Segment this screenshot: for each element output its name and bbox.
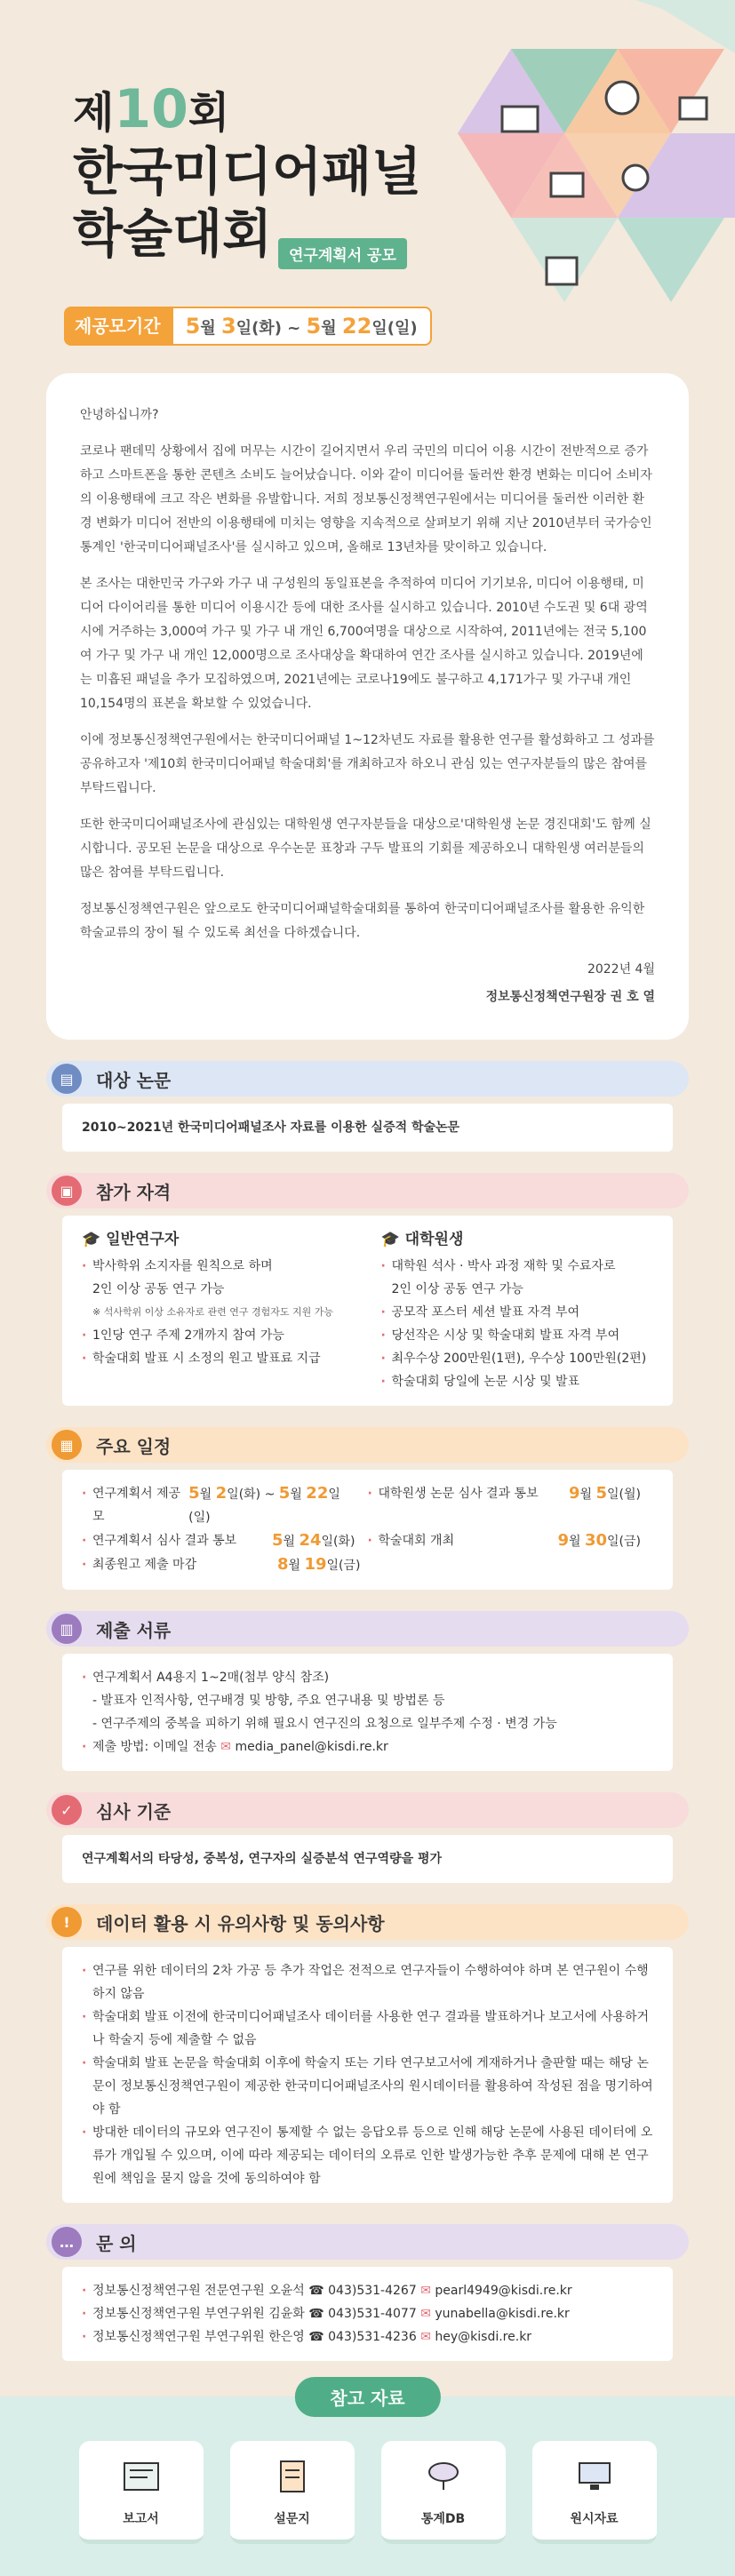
section-title: 데이터 활용 시 유의사항 및 동의사항 bbox=[96, 1912, 385, 1934]
clipboard-icon: ▤ bbox=[52, 1064, 82, 1094]
section-body bbox=[62, 1216, 673, 1406]
title-line-2: 학술대회 bbox=[73, 203, 273, 264]
section-criteria bbox=[46, 1792, 689, 1883]
contact-email[interactable]: ✉ pearl4949@kisdi.re.kr bbox=[420, 2284, 571, 2298]
computer-icon bbox=[574, 2460, 615, 2493]
document-icon bbox=[547, 258, 577, 284]
section-title: 주요 일정 bbox=[96, 1435, 172, 1457]
unit: 일(일) bbox=[188, 1487, 340, 1525]
unit: 일(금) bbox=[326, 1559, 361, 1573]
schedule-date bbox=[277, 1553, 361, 1577]
section-schedule bbox=[46, 1427, 689, 1590]
survey-icon bbox=[272, 2460, 313, 2493]
unit: 월 bbox=[568, 1535, 581, 1549]
schedule-date bbox=[188, 1482, 355, 1529]
checklist-icon: ✓ bbox=[52, 1795, 82, 1825]
event-edition bbox=[73, 78, 229, 140]
section-title: 심사 기준 bbox=[96, 1800, 172, 1822]
reference-label: 설문지 bbox=[274, 2512, 310, 2526]
contact-phone: ☎ 043)531-4077 bbox=[308, 2307, 417, 2321]
unit: 월 bbox=[288, 1559, 300, 1573]
section-title: 문 의 bbox=[96, 2232, 137, 2254]
day: 5 bbox=[595, 1484, 608, 1503]
grad-head-label: 대학원생 bbox=[404, 1231, 464, 1248]
unit: 일(화) ~ bbox=[227, 1487, 276, 1502]
period-end-month: 5 bbox=[306, 314, 322, 339]
list-item: · 1인당 연구 주제 2개까지 참여 가능 bbox=[82, 1324, 355, 1347]
graduation-cap-icon: 🎓 bbox=[82, 1231, 101, 1248]
month: 8 bbox=[276, 1555, 289, 1574]
month: 5 bbox=[271, 1531, 284, 1550]
unit: 월 bbox=[200, 319, 216, 338]
title-prefix: 제 bbox=[73, 88, 115, 138]
list-item: · 공모작 포스터 세션 발표 자격 부여 bbox=[381, 1301, 654, 1324]
day: 19 bbox=[304, 1555, 327, 1574]
list-item: · 학술대회 발표 시 소정의 원고 발표료 지급 bbox=[82, 1347, 355, 1370]
list-item: · 학술대회 당일에 논문 시상 및 발표 bbox=[381, 1370, 654, 1393]
letter-paragraph: 정보통신정책연구원은 앞으로도 한국미디어패널학술대회를 통하여 한국미디어패널조사를 활용한 유익한 학술교류의 장이 될 수 있도록 최선을 다하겠습니다. bbox=[80, 902, 645, 940]
people-icon bbox=[623, 165, 648, 190]
unit: 월 bbox=[290, 1487, 302, 1502]
schedule-label: · 연구계획서 제공모 bbox=[92, 1487, 181, 1524]
letter-paragraph: 코로나 팬데믹 상황에서 집에 머무는 시간이 길어지면서 우리 국민의 미디어 이용 시간이 전반적으로 증가하고 스마트폰을 통한 콘텐츠 소비도 늘어났습니다. 이와 같이 미디어를 둘러싼 환경 변화는 미디어 소비자의 이용행태에 크고 작은 변화를 유발합니다. 저희 정보통신정책연구원에서는 미디어를 둘러싼 이러한 환경 변화가 미디어 전반의 이용행태에 미치는 영향을 지속적으로 살펴보기 위해 지난 2010년부터 국가승인통계인 '한국미디어패널조사'를 실시하고 있으며, 올해로 13년차를 맞이하고 있습니다. bbox=[80, 444, 652, 554]
hex-svg bbox=[458, 0, 735, 373]
edition-number: 10 bbox=[114, 78, 188, 140]
grad-head bbox=[381, 1228, 654, 1251]
list-item bbox=[82, 1735, 653, 1759]
section-body bbox=[62, 1470, 673, 1590]
schedule-label: · 학술대회 개최 bbox=[378, 1534, 455, 1548]
schedule-label: · 대학원생 논문 심사 결과 통보 bbox=[378, 1487, 539, 1501]
reference-survey[interactable] bbox=[230, 2441, 355, 2544]
schedule-date bbox=[557, 1529, 641, 1553]
reference-label: 원시자료 bbox=[570, 2512, 619, 2526]
section-title: 제출 서류 bbox=[96, 1619, 172, 1641]
call-badge: 연구계획서 공모 bbox=[278, 238, 407, 269]
note: ※ 석사학위 이상 소유자로 관련 연구 경험자도 지원 가능 bbox=[92, 1306, 333, 1318]
unit: 월 bbox=[283, 1535, 295, 1549]
unit: 월 bbox=[199, 1487, 212, 1502]
warning-icon: ! bbox=[52, 1907, 82, 1937]
title-line-1: 한국미디어패널 bbox=[73, 141, 422, 202]
list-item-cont: 2인 이상 공동 연구 가능 bbox=[391, 1282, 523, 1296]
magnifier-icon bbox=[606, 82, 638, 114]
list-item: · 당선작은 시상 및 학술대회 발표 자격 부여 bbox=[381, 1324, 654, 1347]
list-item: · 대학원 석사 · 박사 과정 재학 및 수료자로 bbox=[381, 1255, 654, 1278]
letter-paragraph: 이에 정보통신정책연구원에서는 한국미디어패널 1~12차년도 자료를 활용한 연구를 활성화하고 그 성과를 공유하고자 '제10회 한국미디어패널 학술대회'를 개최하고자 하오니 관심 있는 연구자분들의 많은 참여를 부탁드립니다. bbox=[80, 733, 655, 795]
general-head-label: 일반연구자 bbox=[106, 1231, 180, 1248]
calendar-icon: ▦ bbox=[52, 1430, 82, 1460]
unit: 일(일) bbox=[371, 319, 418, 338]
contact-item bbox=[82, 2325, 653, 2349]
title-suffix: 회 bbox=[188, 88, 230, 138]
section-title: 참가 자격 bbox=[96, 1181, 172, 1203]
list-item: · 학술대회 발표 이전에 한국미디어패널조사 데이터를 사용한 연구 결과를 발표하거나 보고서에 사용하거나 학술지 등에 제출할 수 없음 bbox=[82, 2006, 653, 2052]
section-body bbox=[62, 1835, 673, 1883]
unit: 월 bbox=[579, 1487, 593, 1502]
section-header bbox=[46, 1792, 689, 1828]
section-eligibility bbox=[46, 1173, 689, 1406]
contact-item bbox=[82, 2279, 653, 2302]
section-header bbox=[46, 1611, 689, 1647]
schedule-item bbox=[368, 1529, 654, 1553]
unit: 일(화) ~ bbox=[236, 319, 301, 338]
general-researcher bbox=[82, 1228, 355, 1393]
chat-icon: … bbox=[52, 2227, 82, 2257]
hero bbox=[0, 0, 735, 373]
period-start-day: 3 bbox=[220, 314, 236, 339]
section-target bbox=[46, 1061, 689, 1152]
section-documents bbox=[46, 1611, 689, 1771]
day: 2 bbox=[215, 1484, 228, 1503]
letter-paragraph: 본 조사는 대한민국 가구와 가구 내 구성원의 동일표본을 추적하여 미디어 기기보유, 미디어 이용행태, 미디어 다이어리를 통한 미디어 이용시간 등에 대한 조사를 실시하고 있습니다. 2010년 수도권 및 6대 광역시에 거주하는 3,000여 가구 및 가구 내 개인 6,700여명을 대상으로 시작하여, 2011년에는 전국 5,100여 가구 및 가구 내 개인 12,000명으로 조사대상을 확대하여 연간 조사를 실시하고 있습니다. 2019년에는 미흡된 패널을 추가 모집하였으며, 2021년에는 코로나19에도 불구하고 4,171가구 및 가구내 개인 10,154명의 표본을 확보할 수 있었습니다. bbox=[80, 577, 648, 711]
letter-date: 2022년 4월 bbox=[587, 962, 655, 977]
section-header bbox=[46, 2224, 689, 2260]
submit-method: 제출 방법: 이메일 전송 bbox=[92, 1740, 217, 1754]
reference-report[interactable] bbox=[79, 2441, 204, 2544]
schedule-row bbox=[82, 1553, 653, 1577]
contact-phone: ☎ 043)531-4267 bbox=[308, 2284, 417, 2298]
schedule-item bbox=[82, 1553, 373, 1577]
list-item: · 최우수상 200만원(1편), 우수상 100만원(2편) bbox=[381, 1347, 654, 1370]
month: 5 bbox=[278, 1484, 291, 1503]
period-end-day: 22 bbox=[341, 314, 372, 339]
section-body bbox=[62, 2267, 673, 2361]
section-notice bbox=[46, 1904, 689, 2203]
unit: 일(화) bbox=[321, 1535, 356, 1549]
schedule-label: · 연구계획서 심사 결과 통보 bbox=[92, 1534, 237, 1548]
section-header bbox=[46, 1427, 689, 1463]
contact-email[interactable]: ✉ hey@kisdi.re.kr bbox=[420, 2330, 531, 2344]
reference-title: 참고 자료 bbox=[294, 2377, 440, 2417]
unit: 일(월) bbox=[607, 1487, 641, 1502]
section-contact bbox=[46, 2224, 689, 2361]
schedule-item bbox=[368, 1482, 654, 1529]
list-item: · 방대한 데이터의 규모와 연구진이 통제할 수 없는 응답오류 등으로 인해 해당 논문에 사용된 데이터에 오류가 개입될 수 있으며, 이에 따라 제공되는 데이터의 오류로 인한 발생가능한 추후 문제에 대해 본 연구원에 책임을 묻지 않을 것에 동의하여야 함 bbox=[82, 2121, 653, 2190]
list-item-cont: 2인 이상 공동 연구 가능 bbox=[92, 1282, 225, 1296]
section-body bbox=[62, 1654, 673, 1771]
unit: 월 bbox=[321, 319, 337, 338]
list-item: · 연구를 위한 데이터의 2차 가공 등 추가 작업은 전적으로 연구자들이 수행하여야 하며 본 연구원이 수행하지 않음 bbox=[82, 1959, 653, 2006]
hex-segment-teal bbox=[618, 218, 724, 302]
section-body bbox=[62, 1947, 673, 2203]
list-item: · 박사학위 소지자를 원칙으로 하며 bbox=[82, 1255, 355, 1278]
report-icon bbox=[121, 2460, 162, 2493]
letter-paragraph: 또한 한국미디어패널조사에 관심있는 대학원생 연구자분들을 대상으로'대학원생 논문 경진대회'도 함께 실시합니다. 공모된 논문을 대상으로 우수논문 표창과 구두 발표의 기회를 제공하오니 대학원생 여러분들의 많은 참여를 부탁드립니다. bbox=[80, 817, 651, 880]
list-item: · 연구계획서 A4용지 1~2매(첨부 양식 참조) bbox=[82, 1666, 653, 1689]
email-link[interactable]: ✉ media_panel@kisdi.re.kr bbox=[220, 1740, 388, 1754]
section-header bbox=[46, 1061, 689, 1097]
month: 9 bbox=[557, 1531, 569, 1550]
lock-icon: ▣ bbox=[52, 1176, 82, 1206]
contact-phone: ☎ 043)531-4236 bbox=[308, 2330, 417, 2344]
list-item: · 학술대회 발표 논문을 학술대회 이후에 학술지 또는 기타 연구보고서에 게재하거나 출판할 때는 해당 논문이 정보통신정책연구원이 제공한 한국미디어패널조사의 원시데이터를 활용하여 작성된 점을 명기하여야 함 bbox=[82, 2052, 653, 2121]
graduate-student bbox=[381, 1228, 654, 1393]
reference-label: 보고서 bbox=[123, 2512, 159, 2526]
reference-materials bbox=[0, 2388, 735, 2576]
list-sub-item: - 연구주제의 중복을 피하기 위해 필요시 연구진의 요청으로 일부주제 수정 · 변경 가능 bbox=[92, 1717, 557, 1731]
reference-stats-db[interactable] bbox=[381, 2441, 506, 2544]
period-start-month: 5 bbox=[185, 314, 201, 339]
video-icon bbox=[502, 107, 538, 132]
monitor-icon bbox=[551, 173, 583, 196]
schedule-date bbox=[272, 1529, 356, 1553]
schedule-date bbox=[569, 1482, 641, 1529]
day: 22 bbox=[306, 1484, 329, 1503]
folder-icon: ▥ bbox=[52, 1614, 82, 1644]
schedule-item bbox=[82, 1529, 368, 1553]
cloud-db-icon bbox=[423, 2460, 464, 2493]
day: 24 bbox=[299, 1531, 322, 1550]
contact-email[interactable]: ✉ yunabella@kisdi.re.kr bbox=[420, 2307, 570, 2321]
schedule-empty bbox=[373, 1553, 654, 1577]
unit: 일(금) bbox=[607, 1535, 641, 1549]
section-title: 대상 논문 bbox=[96, 1069, 172, 1091]
schedule-label: · 최종원고 제출 마감 bbox=[92, 1558, 197, 1572]
schedule-item bbox=[82, 1482, 368, 1529]
contact-item bbox=[82, 2302, 653, 2325]
submission-period bbox=[64, 307, 432, 346]
hex-bg-top bbox=[635, 0, 735, 53]
letter-signer: 정보통신정책연구원장 권 호 열 bbox=[485, 990, 655, 1004]
chart-board-icon bbox=[680, 98, 707, 119]
month: 9 bbox=[568, 1484, 580, 1503]
hexagon-illustration bbox=[458, 0, 735, 373]
section-header bbox=[46, 1904, 689, 1940]
period-label: 제공모기간 bbox=[64, 307, 172, 346]
contact-name: 정보통신정책연구원 전문연구원 오윤석 bbox=[92, 2284, 305, 2298]
contact-name: 정보통신정책연구원 부연구위원 김윤화 bbox=[92, 2307, 305, 2321]
day: 30 bbox=[584, 1531, 608, 1550]
target-text: 2010~2021년 한국미디어패널조사 자료를 이용한 실증적 학술논문 bbox=[82, 1121, 460, 1135]
criteria-text: 연구계획서의 타당성, 중복성, 연구자의 실증분석 연구역량을 평가 bbox=[82, 1852, 443, 1866]
contact-name: 정보통신정책연구원 부연구위원 한은영 bbox=[92, 2330, 305, 2344]
reference-raw-data[interactable] bbox=[532, 2441, 657, 2544]
reference-label: 통계DB bbox=[420, 2512, 466, 2526]
section-header bbox=[46, 1173, 689, 1208]
general-head bbox=[82, 1228, 355, 1251]
period-value bbox=[172, 307, 432, 346]
schedule-row bbox=[82, 1482, 653, 1529]
month: 5 bbox=[188, 1484, 200, 1503]
letter-paragraph: 안녕하십니까? bbox=[80, 408, 159, 422]
section-body bbox=[62, 1104, 673, 1152]
list-sub-item: - 발표자 인적사항, 연구배경 및 방향, 주요 연구내용 및 방법론 등 bbox=[92, 1694, 445, 1708]
schedule-row bbox=[82, 1529, 653, 1553]
reference-list bbox=[0, 2441, 735, 2544]
graduation-cap-icon: 🎓 bbox=[380, 1231, 400, 1248]
greeting-letter bbox=[46, 373, 689, 1040]
